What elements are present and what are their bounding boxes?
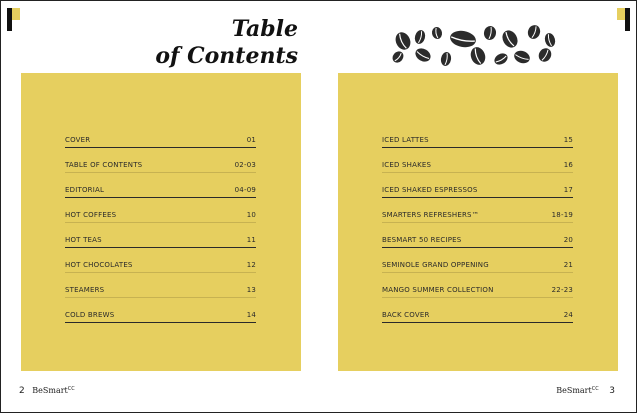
toc-entry-page: 12 — [246, 261, 256, 269]
corner-mark-left — [7, 8, 20, 31]
toc-entry-rule — [382, 322, 573, 323]
toc-entry-rule — [382, 172, 573, 173]
toc-entry[interactable] — [65, 208, 256, 233]
toc-entry-rule — [382, 297, 573, 298]
toc-entry[interactable] — [382, 158, 573, 183]
toc-entry-rule — [65, 272, 256, 273]
corner-mark-right — [617, 8, 630, 31]
page-number-right: 3 — [609, 386, 615, 396]
toc-entry-rule — [382, 197, 573, 198]
toc-entry-rule — [382, 272, 573, 273]
toc-entry-label: COVER — [65, 136, 91, 144]
toc-entry-page: 15 — [563, 136, 573, 144]
toc-entry-label: HOT CHOCOLATES — [65, 261, 133, 269]
toc-entry-rule — [65, 147, 256, 148]
brand-mark-left: CC — [67, 386, 75, 392]
toc-panel-right — [338, 73, 618, 371]
toc-entry-page: 18-19 — [551, 211, 573, 219]
toc-entry-label: ICED SHAKED ESPRESSOS — [382, 186, 478, 194]
title-line-2: of Contents — [155, 43, 298, 69]
toc-entry-page: 21 — [563, 261, 573, 269]
brand-logo-left: BeSmart — [32, 386, 68, 395]
toc-entry-page: 22-23 — [551, 286, 573, 294]
toc-entry[interactable] — [65, 258, 256, 283]
page-number-left: 2 — [19, 386, 25, 396]
toc-entry-page: 20 — [563, 236, 573, 244]
toc-entry[interactable] — [382, 208, 573, 233]
toc-entry-label: SEMINOLE GRAND OPPENING — [382, 261, 489, 269]
toc-entry-page: 13 — [246, 286, 256, 294]
toc-entry-rule — [65, 222, 256, 223]
toc-list-right — [382, 133, 573, 333]
toc-entry-label: BESMART 50 RECIPES — [382, 236, 462, 244]
toc-entry-page: 24 — [563, 311, 573, 319]
toc-entry-rule — [382, 222, 573, 223]
toc-entry[interactable] — [382, 283, 573, 308]
toc-entry-rule — [65, 297, 256, 298]
toc-entry-page: 14 — [246, 311, 256, 319]
toc-entry[interactable] — [382, 183, 573, 208]
toc-entry-rule — [382, 247, 573, 248]
toc-entry[interactable] — [382, 133, 573, 158]
toc-entry[interactable] — [382, 258, 573, 283]
toc-entry-label: TABLE OF CONTENTS — [65, 161, 143, 169]
toc-entry[interactable] — [65, 158, 256, 183]
toc-entry[interactable] — [65, 233, 256, 258]
title-line-1: Table — [231, 16, 298, 42]
toc-entry-page: 02-03 — [234, 161, 256, 169]
toc-entry-page: 04-09 — [234, 186, 256, 194]
toc-entry-page: 17 — [563, 186, 573, 194]
toc-entry-label: EDITORIAL — [65, 186, 105, 194]
toc-entry[interactable] — [382, 308, 573, 333]
toc-list-left — [65, 133, 256, 333]
footer-right — [556, 386, 615, 396]
toc-entry-label: ICED LATTES — [382, 136, 429, 144]
toc-entry-rule — [382, 147, 573, 148]
toc-entry-label: SMARTERS REFRESHERS™ — [382, 211, 479, 219]
brand-logo-right: BeSmart — [556, 386, 592, 395]
toc-entry-label: MANGO SUMMER COLLECTION — [382, 286, 494, 294]
toc-entry[interactable] — [65, 133, 256, 158]
toc-entry-rule — [65, 247, 256, 248]
toc-entry[interactable] — [65, 183, 256, 208]
toc-entry-page: 10 — [246, 211, 256, 219]
toc-entry[interactable] — [65, 308, 256, 333]
toc-entry-page: 11 — [246, 236, 256, 244]
toc-entry[interactable] — [382, 233, 573, 258]
toc-entry-page: 16 — [563, 161, 573, 169]
toc-entry-label: HOT TEAS — [65, 236, 102, 244]
toc-entry-label: COLD BREWS — [65, 311, 115, 319]
toc-entry-rule — [65, 172, 256, 173]
toc-entry-label: STEAMERS — [65, 286, 105, 294]
toc-entry-page: 01 — [246, 136, 256, 144]
toc-entry-label: BACK COVER — [382, 311, 430, 319]
brand-mark-right: CC — [591, 386, 599, 392]
toc-entry-label: HOT COFFEES — [65, 211, 117, 219]
toc-entry-rule — [65, 197, 256, 198]
toc-panel-left — [21, 73, 301, 371]
toc-entry-rule — [65, 322, 256, 323]
toc-entry-label: ICED SHAKES — [382, 161, 432, 169]
footer-left — [19, 386, 75, 396]
page-title — [155, 16, 298, 70]
toc-entry[interactable] — [65, 283, 256, 308]
coffee-beans-icon — [387, 23, 567, 71]
